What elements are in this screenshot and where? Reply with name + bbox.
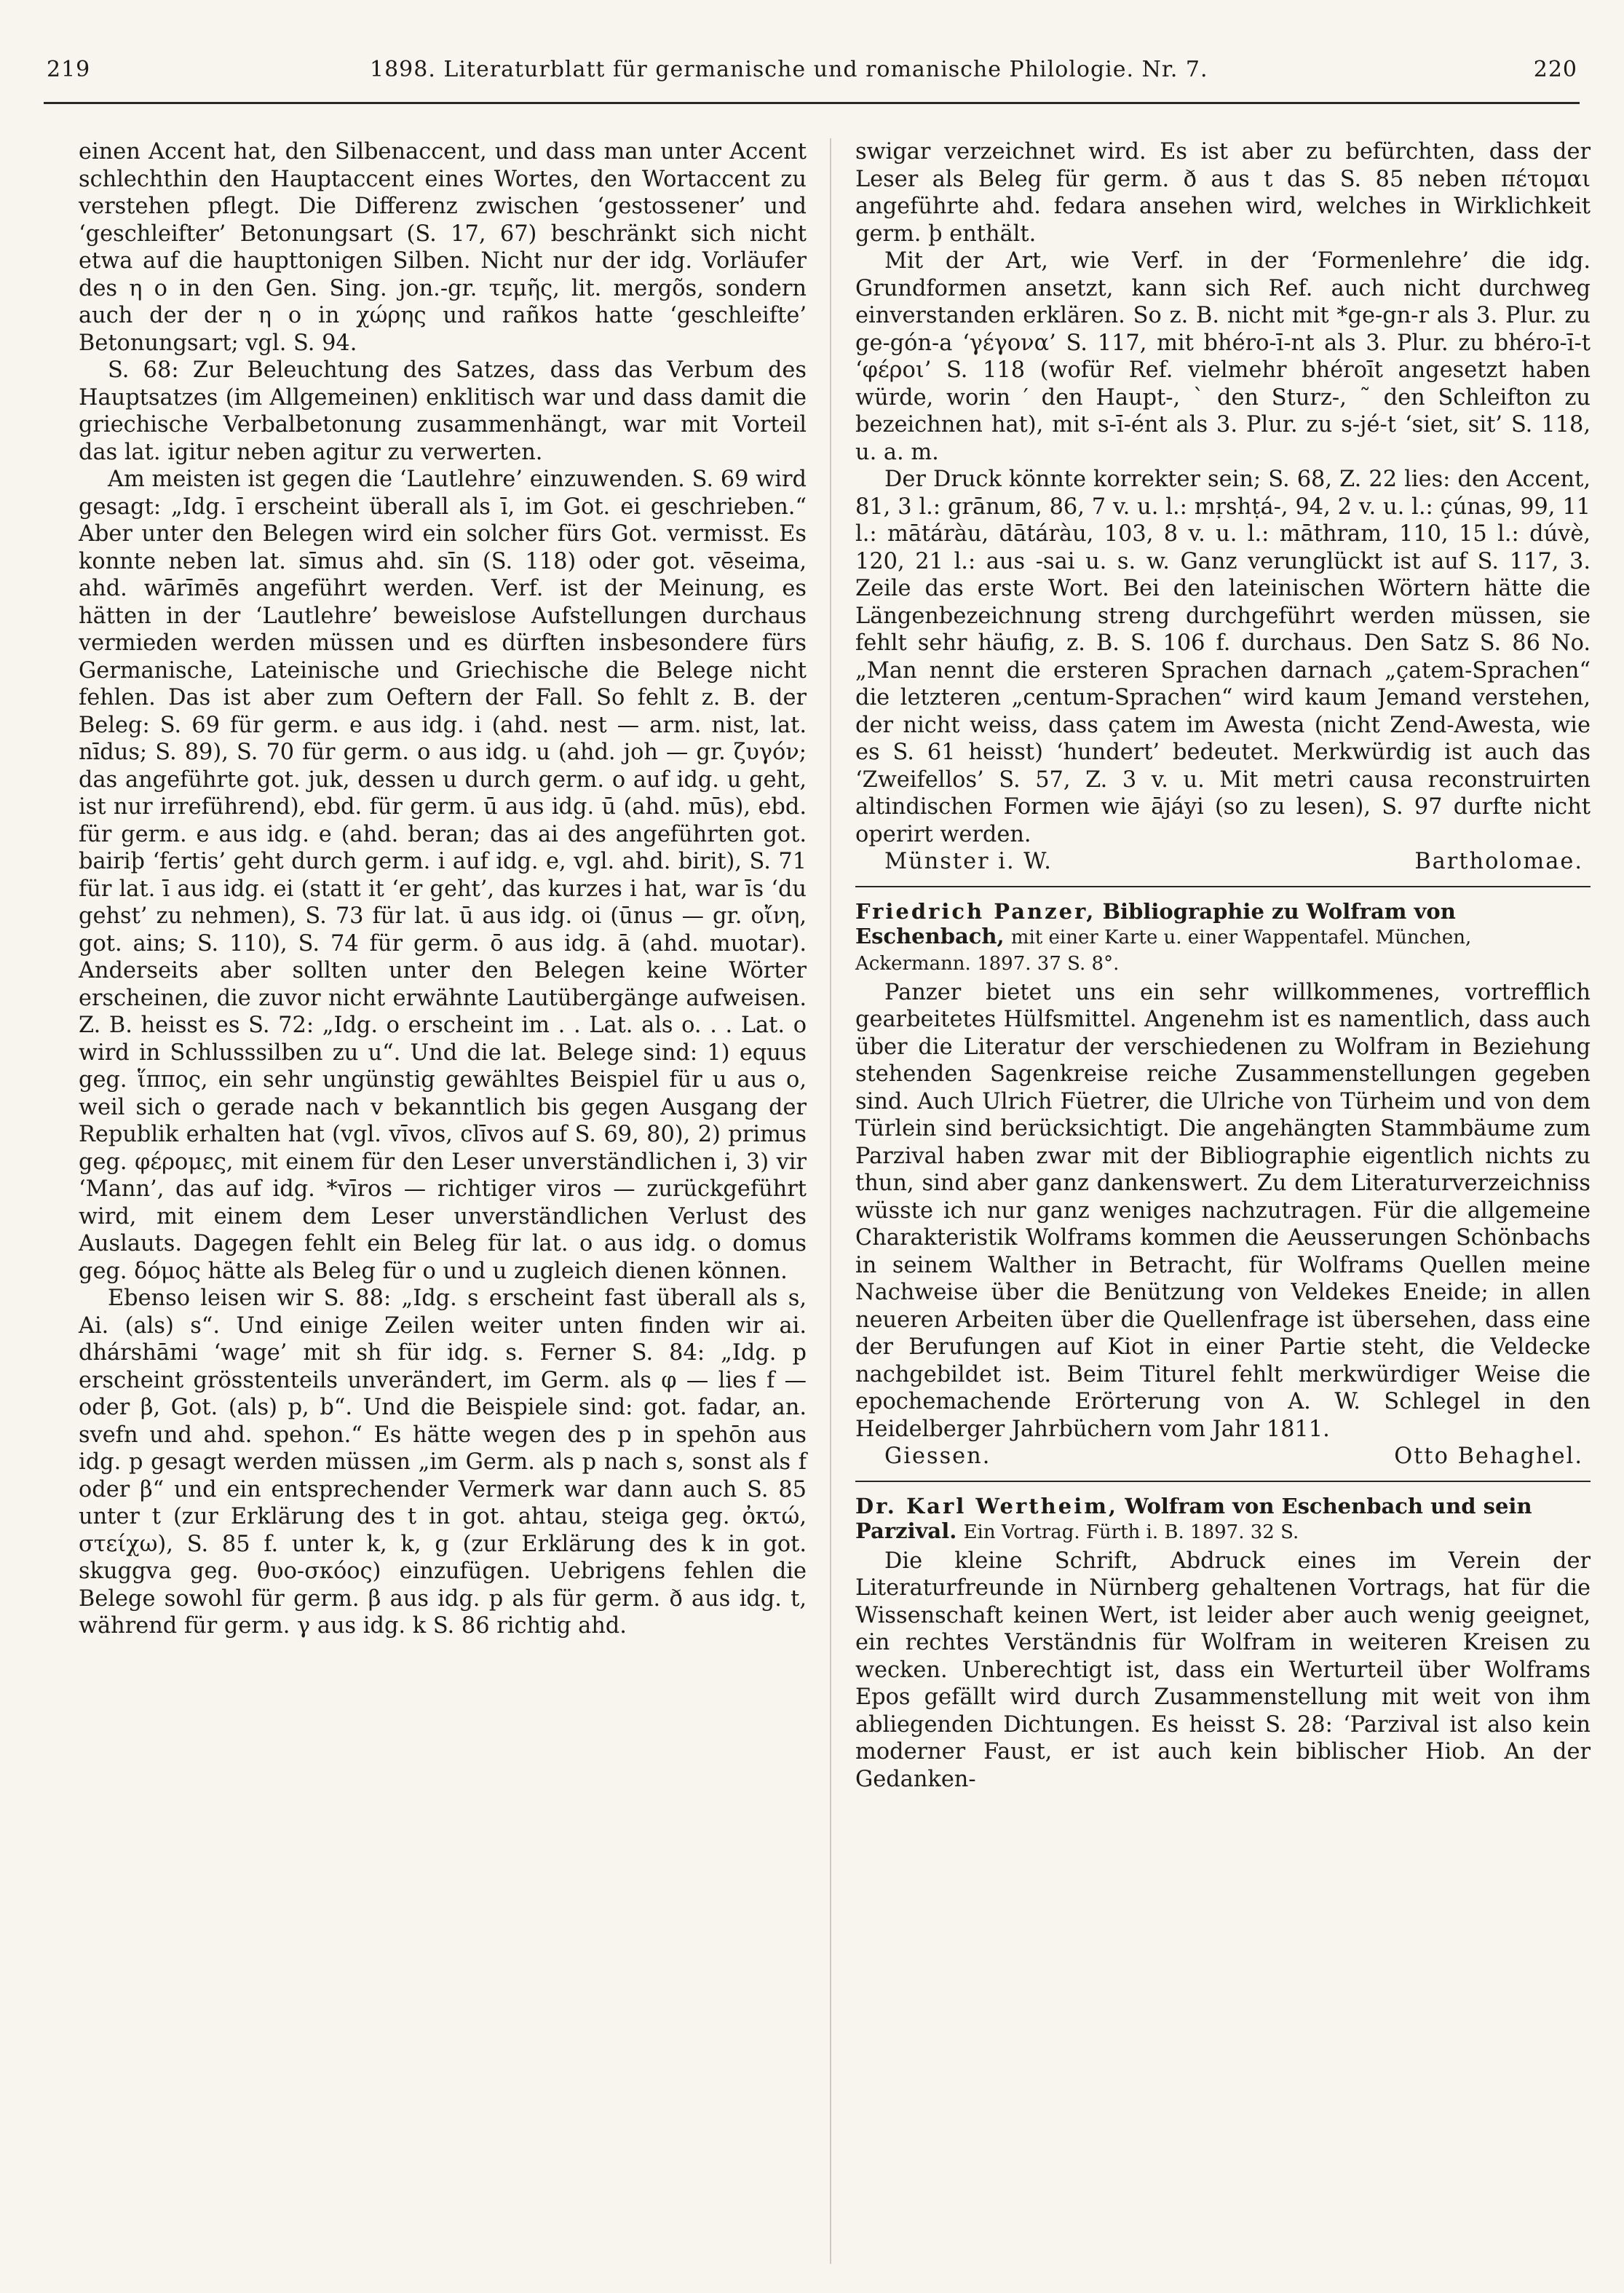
paragraph: swigar verzeichnet wird. Es ist aber zu befürchten, dass der Leser als Beleg für germ. ð aus t das S. 85 neben πέτομαι angeführte ahd. fedara ansehen wird, welches in Wirklichkeit germ. þ enthält. [855,139,1591,247]
page-number-right: 220 [1533,57,1577,82]
review-title: Wolfram von Eschenbach und sein Parzival. [855,1493,1532,1543]
signature-place: Giessen. [884,1443,991,1469]
review-signature [855,848,1591,876]
review-separator [855,1481,1591,1482]
left-column [79,138,807,1640]
signature-author: Otto Behaghel. [1394,1443,1583,1469]
signature-place: Münster i. W. [884,849,1053,874]
review-heading [855,1494,1591,1545]
review-meta: Ein Vortrag. Fürth i. B. 1897. 32 S. [963,1521,1299,1543]
running-title: 1898. Literaturblatt für germanische und romanische Philologie. Nr. 7. [370,57,1208,82]
review-author: Friedrich Panzer, [855,898,1096,924]
paragraph: Die kleine Schrift, Abdruck eines im Verein der Literaturfreunde in Nürnberg gehaltenen Vortrags, hat für die Wissenschaft keinen Wert, ist leider aber auch wenig geeignet, ein rechtes Verständnis für Wolfram in weiteren Kreisen zu wecken. Unberechtigt ist, dass ein Werturteil über Wolframs Epos gefällt wird durch Zusammenstellung mit weit von ihm abliegenden Dichtungen. Es heisst S. 28: ‘Parzival ist also kein moderner Faust, er ist auch kein biblischer Hiob. An der Gedanken- [855,1548,1591,1792]
review-separator [855,886,1591,887]
paragraph: einen Accent hat, den Silbenaccent, und dass man unter Accent schlechthin den Hauptaccent eines Wortes, den Wortaccent zu verstehen pflegt. Die Differenz zwischen ‘gestossener’ und ‘geschleifter’ Betonungsart (S. 17, 67) beschränkt sich nicht etwa auf die haupttonigen Silben. Nicht nur der idg. Vorläufer des η o in den Gen. Sing. jon.-gr. τεμῆς, lit. mergõs, sondern auch der der η o in χώρης und rañkos hatte ‘geschleifte’ Betonungsart; vgl. S. 94. [79,139,807,356]
review-heading [855,899,1591,976]
right-column [855,138,1591,1793]
running-header [0,57,1624,93]
paragraph: S. 68: Zur Beleuchtung des Satzes, dass das Verbum des Hauptsatzes (im Allgemeinen) enklitisch war und dass damit die griechische Verbalbetonung zusammenhängt, war mit Vorteil das lat. igitur neben agitur zu verwerten. [79,357,807,465]
page-number-left: 219 [47,57,91,82]
review-signature [855,1443,1591,1470]
header-rule [44,102,1580,104]
signature-author: Bartholomae. [1414,849,1583,874]
review-title: Bibliographie zu Wolfram von Eschenbach, [855,898,1456,949]
review-author: Dr. Karl Wertheim, [855,1493,1119,1518]
paragraph: Ebenso leisen wir S. 88: „Idg. s erscheint fast überall als s, Ai. (als) s“. Und einige Zeilen weiter unten finden wir ai. dhárshāmi ‘wage’ mit sh für idg. s. Ferner S. 84: „Idg. p erscheint grösstenteils unverändert, im Germ. als φ — lies f — oder β, Got. (als) p, b“. Und die Beispiele sind: got. fadar, an. svefn und ahd. spehon.“ Es hätte wegen des p in spehōn aus idg. p gesagt werden müssen „im Germ. als p nach s, sonst als f oder β“ und ein entsprechender Vermerk war dann auch S. 85 unter t (zur Erklärung des t in got. ahtau, steiga geg. ὀκτώ, στείχω), S. 85 f. unter k, k, g (zur Erklärung des k in got. skuggva geg. θυο-σκόος) einzufügen. Uebrigens fehlen die Belege sowohl für germ. β aus idg. p als für germ. ð aus idg. t, während für germ. γ aus idg. k S. 86 richtig ahd. [79,1286,807,1639]
paragraph: Panzer bietet uns ein sehr willkommenes, vortrefflich gearbeitetes Hülfsmittel. Angenehm ist es namentlich, dass auch über die Literatur der verschiedenen zu Wolfram in Beziehung stehenden Sagenkreise reiche Zusammenstellungen gegeben sind. Auch Ulrich Füetrer, die Ulriche von Türheim und von dem Türlein sind berücksichtigt. Die angehängten Stammbäume zum Parzival haben zwar mit der Bibliographie eigentlich nichts zu thun, sind aber ganz dankenswert. Zu dem Literaturverzeichniss wüsste ich nur ganz weniges nachzutragen. Für die allgemeine Charakteristik Wolframs kommen die Aeusserungen Schönbachs in seinem Walther in Betracht, für Wolframs Quellen meine Nachweise über die Benützung von Veldekes Eneide; in allen neueren Arbeiten über die Quellenfrage ist übersehen, dass eine der Berufungen auf Kiot in einer Partie steht, die Veldecke nachgebildet ist. Beim Titurel fehlt merkwürdiger Weise die epochemachende Erörterung von A. W. Schlegel in den Heidelberger Jahrbüchern vom Jahr 1811. [855,979,1591,1442]
review-meta: mit einer Karte u. einer Wappentafel. München, Ackermann. 1897. 37 S. 8°. [855,926,1472,975]
paragraph: Der Druck könnte korrekter sein; S. 68, Z. 22 lies: den Accent, 81, 3 l.: grānum, 86, 7 v. u. l.: mṛshṭá-, 94, 2 v. u. l.: çúnas, 99, 11 l.: mātáràu, dātáràu, 103, 8 v. u. l.: māthram, 110, 15 l.: dúvè, 120, 21 l.: aus -sai u. s. w. Ganz verunglückt ist auf S. 117, 3. Zeile das erste Wort. Bei den lateinischen Wörtern hätte die Längenbezeichnung streng durchgeführt werden müssen, sie fehlt sehr häufig, z. B. S. 106 f. durchaus. Den Satz S. 86 No. „Man nennt die ersteren Sprachen darnach „çatem-Sprachen“ die letzteren „centum-Sprachen“ wird kaum Jemand verstehen, der nicht weiss, dass çatem im Awesta (nicht Zend-Awesta, wie es S. 61 heisst) ‘hundert’ bedeutet. Merkwürdig ist auch das ‘Zweifellos’ S. 57, Z. 3 v. u. Mit metri causa reconstruirten altindischen Formen wie ājáyi (so zu lesen), S. 97 durfte nicht operirt werden. [855,467,1591,847]
paragraph: Am meisten ist gegen die ‘Lautlehre’ einzuwenden. S. 69 wird gesagt: „Idg. ī erscheint überall als ī, im Got. ei geschrieben.“ Aber unter den Belegen wird ein solcher fürs Got. vermisst. Es konnte neben lat. sīmus ahd. sīn (S. 118) oder got. vēseima, ahd. wārīmēs angeführt werden. Verf. ist der Meinung, es hätten in der ‘Lautlehre’ beweislose Aufstellungen durchaus vermieden werden müssen und es dürften insbesondere fürs Germanische, Lateinische und Griechische die Belege nicht fehlen. Das ist aber zum Oeftern der Fall. So fehlt z. B. der Beleg: S. 69 für germ. e aus idg. i (ahd. nest — arm. nist, lat. nīdus; S. 89), S. 70 für germ. o aus idg. u (ahd. joh — gr. ζυγόν; das angeführte got. juk, dessen u durch germ. o auf idg. u geht, ist nur irreführend), ebd. für germ. ū aus idg. ū (ahd. mūs), ebd. für germ. e aus idg. e (ahd. beran; das ai des angeführten got. bairiþ ‘fertis’ geht durch germ. i auf idg. e, vgl. ahd. birit), S. 71 für lat. ī aus idg. ei (statt it ‘er geht’, das kurzes i hat, war īs ‘du gehst’ zu nehmen), S. 73 für lat. ū aus idg. oi (ūnus — gr. οἴνη, got. ains; S. 110), S. 74 für germ. ō aus idg. ā (ahd. muotar). Anderseits aber sollten unter den Belegen keine Wörter erscheinen, die zuvor nicht erwähnte Lautübergänge aufweisen. Z. B. heisst es S. 72: „Idg. o erscheint im . . Lat. als o. . . Lat. o wird in Schlusssilben zu u“. Und die lat. Belege sind: 1) equus geg. ἵππος, ein sehr ungünstig gewähltes Beispiel für u aus o, weil sich o gerade nach v bekanntlich bis gegen Ausgang der Republik erhalten hat (vgl. vīvos, clīvos auf S. 69, 80), 2) primus geg. φέρομες, mit einem für den Leser unverständlichen i, 3) vir ‘Mann’, das auf idg. *vīros — richtiger viros — zurückgeführt wird, mit einem dem Leser unverständlichen Verlust des Auslauts. Dagegen fehlt ein Beleg für lat. o aus idg. o domus geg. δόμος hätte als Beleg für o und u zugleich dienen können. [79,467,807,1284]
paragraph: Mit der Art, wie Verf. in der ‘Formenlehre’ die idg. Grundformen ansetzt, kann sich Ref. auch nicht durchweg einverstanden erklären. So z. B. nicht mit *ge-gn-r als 3. Plur. zu ge-gón-a ‘γέγονα’ S. 117, mit bhéro-ī-nt als 3. Plur. zu bhéro-ī-t ‘φέροι’ S. 118 (wofür Ref. vielmehr bhéroīt angesetzt haben würde, worin ′ den Haupt-, ` den Sturz-, ˜ den Schleifton zu bezeichnen hat), mit s-ī-ént als 3. Plur. zu s-jé-t ‘siet, sit’ S. 118, u. a. m. [855,248,1591,465]
column-divider [830,138,831,2264]
